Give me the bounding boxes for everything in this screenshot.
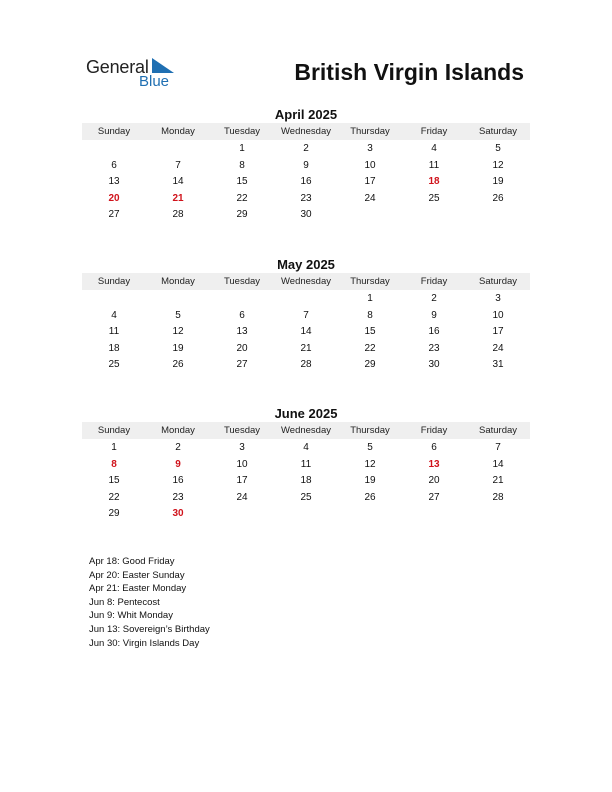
day-cell: 12 (492, 159, 504, 171)
day-cell: 10 (364, 159, 376, 171)
day-cell: 31 (492, 359, 504, 370)
day-grid (82, 440, 530, 523)
weekday-label: Thursday (350, 126, 390, 137)
day-cell: 16 (428, 326, 440, 337)
day-cell: 19 (492, 176, 504, 187)
day-cell: 22 (108, 491, 120, 503)
day-cell: 10 (492, 309, 504, 321)
logo-word-general: General (86, 57, 149, 77)
empty-day-cell (466, 506, 530, 523)
empty-day-cell (210, 291, 274, 308)
month-title: May 2025 (277, 257, 335, 272)
day-cell: 21 (300, 342, 312, 354)
empty-day-cell (82, 291, 146, 308)
holiday-day-cell: 13 (428, 458, 440, 470)
day-cell: 2 (175, 442, 181, 453)
day-cell: 6 (239, 309, 245, 321)
day-cell: 22 (364, 342, 376, 354)
weekday-header-row (82, 273, 530, 290)
month-title: June 2025 (274, 406, 338, 421)
day-cell: 19 (364, 475, 376, 486)
day-cell: 3 (239, 442, 245, 453)
day-cell: 25 (300, 491, 312, 503)
day-cell: 28 (172, 209, 184, 220)
generalblue-logo (86, 56, 186, 92)
weekday-header-row (82, 123, 530, 140)
empty-day-cell (146, 291, 210, 308)
day-cell: 4 (431, 143, 437, 154)
day-cell: 12 (364, 458, 376, 470)
day-cell: 7 (495, 442, 501, 453)
holiday-list-item: Jun 13: Sovereign’s Birthday (89, 623, 210, 635)
empty-day-cell (274, 291, 338, 308)
weekday-label: Monday (161, 425, 195, 436)
day-cell: 19 (172, 342, 184, 354)
holiday-day-cell: 20 (108, 192, 120, 204)
day-cell: 2 (303, 143, 309, 154)
holiday-list-item: Jun 30: Virgin Islands Day (89, 637, 200, 649)
day-cell: 13 (236, 326, 248, 337)
weekday-label: Saturday (478, 126, 518, 137)
weekday-label: Friday (420, 126, 448, 137)
country-title: British Virgin Islands (294, 59, 524, 85)
weekday-label: Friday (420, 276, 448, 287)
empty-day-cell (466, 207, 530, 224)
day-cell: 17 (236, 475, 248, 486)
month-block (82, 106, 530, 224)
holiday-day-cell: 21 (172, 192, 184, 204)
empty-day-cell (338, 506, 402, 523)
weekday-label: Saturday (478, 276, 518, 287)
holiday-day-cell: 18 (428, 176, 440, 187)
empty-day-cell (402, 506, 466, 523)
day-cell: 12 (172, 326, 184, 337)
day-cell: 5 (175, 309, 181, 321)
holiday-list-item: Apr 21: Easter Monday (89, 583, 187, 595)
day-cell: 7 (303, 309, 309, 321)
day-cell: 20 (428, 475, 440, 486)
day-cell: 28 (492, 491, 504, 503)
day-cell: 1 (111, 442, 117, 453)
day-cell: 25 (428, 192, 440, 204)
day-cell: 15 (236, 176, 248, 187)
day-cell: 5 (367, 442, 373, 453)
day-cell: 24 (364, 192, 376, 204)
day-cell: 15 (364, 326, 376, 337)
day-cell: 28 (300, 359, 312, 370)
day-cell: 14 (492, 458, 504, 470)
weekday-label: Sunday (97, 276, 131, 287)
day-cell: 14 (172, 176, 184, 187)
holiday-list-item: Jun 9: Whit Monday (89, 610, 173, 622)
day-cell: 26 (492, 192, 504, 204)
day-cell: 18 (300, 475, 312, 486)
month-block (82, 405, 530, 523)
day-cell: 4 (111, 309, 117, 321)
day-cell: 25 (108, 359, 120, 370)
weekday-label: Tuesday (223, 126, 261, 137)
day-cell: 16 (172, 475, 184, 486)
day-cell: 9 (431, 309, 437, 321)
day-cell: 26 (172, 359, 184, 370)
day-cell: 27 (108, 209, 120, 220)
day-grid (82, 141, 530, 224)
day-cell: 4 (303, 442, 309, 453)
day-cell: 30 (428, 359, 440, 370)
weekday-label: Sunday (97, 126, 131, 137)
weekday-label: Tuesday (223, 276, 261, 287)
day-cell: 10 (236, 458, 248, 470)
day-cell: 26 (364, 491, 376, 503)
day-cell: 2 (431, 293, 437, 304)
day-cell: 17 (492, 326, 504, 337)
day-cell: 22 (236, 192, 248, 204)
weekday-label: Monday (161, 276, 195, 287)
weekday-label: Thursday (350, 425, 390, 436)
weekday-label: Wednesday (281, 276, 331, 287)
day-cell: 24 (492, 342, 504, 354)
holiday-list-item: Jun 8: Pentecost (89, 596, 160, 608)
day-cell: 13 (108, 176, 120, 187)
day-cell: 1 (239, 143, 245, 154)
day-cell: 27 (428, 491, 440, 503)
day-cell: 6 (431, 442, 437, 453)
month-block (82, 256, 530, 374)
day-cell: 27 (236, 359, 248, 370)
day-cell: 18 (108, 342, 120, 354)
weekday-label: Wednesday (281, 126, 331, 137)
weekday-label: Sunday (97, 425, 131, 436)
day-cell: 17 (364, 176, 376, 187)
weekday-label: Tuesday (223, 425, 261, 436)
day-cell: 23 (172, 491, 184, 503)
day-cell: 8 (367, 309, 373, 321)
day-cell: 23 (428, 342, 440, 354)
day-cell: 21 (492, 475, 504, 486)
day-cell: 23 (300, 192, 312, 204)
day-cell: 7 (175, 159, 181, 171)
holiday-list-item: Apr 20: Easter Sunday (89, 569, 185, 581)
day-cell: 14 (300, 326, 312, 337)
holiday-day-cell: 8 (111, 458, 117, 470)
day-cell: 3 (495, 293, 501, 304)
day-cell: 3 (367, 143, 373, 154)
day-cell: 30 (300, 209, 312, 220)
day-cell: 6 (111, 159, 117, 171)
holiday-day-cell: 30 (172, 508, 184, 519)
holiday-list-item: Apr 18: Good Friday (89, 556, 175, 567)
holiday-list (89, 555, 210, 650)
day-cell: 15 (108, 475, 120, 486)
day-cell: 8 (239, 159, 245, 171)
day-cell: 11 (108, 326, 120, 337)
empty-day-cell (146, 141, 210, 158)
day-cell: 24 (236, 491, 248, 503)
day-cell: 11 (300, 458, 312, 470)
weekday-label: Monday (161, 126, 195, 137)
weekday-label: Friday (420, 425, 448, 436)
day-cell: 29 (108, 508, 120, 519)
weekday-header-row (82, 422, 530, 439)
empty-day-cell (82, 141, 146, 158)
empty-day-cell (274, 506, 338, 523)
empty-day-cell (210, 506, 274, 523)
weekday-label: Wednesday (281, 425, 331, 436)
day-cell: 5 (495, 143, 501, 154)
day-cell: 16 (300, 176, 312, 187)
weekday-label: Saturday (478, 425, 518, 436)
day-cell: 11 (428, 159, 440, 171)
day-cell: 1 (367, 293, 373, 304)
day-cell: 29 (364, 359, 376, 370)
day-cell: 29 (236, 209, 248, 220)
logo-word-blue: Blue (139, 73, 170, 90)
day-cell: 20 (236, 342, 248, 354)
day-cell: 9 (303, 159, 309, 171)
weekday-label: Thursday (350, 276, 390, 287)
empty-day-cell (402, 207, 466, 224)
empty-day-cell (338, 207, 402, 224)
holiday-day-cell: 9 (175, 458, 181, 470)
day-grid (82, 291, 530, 374)
month-title: April 2025 (274, 107, 338, 122)
